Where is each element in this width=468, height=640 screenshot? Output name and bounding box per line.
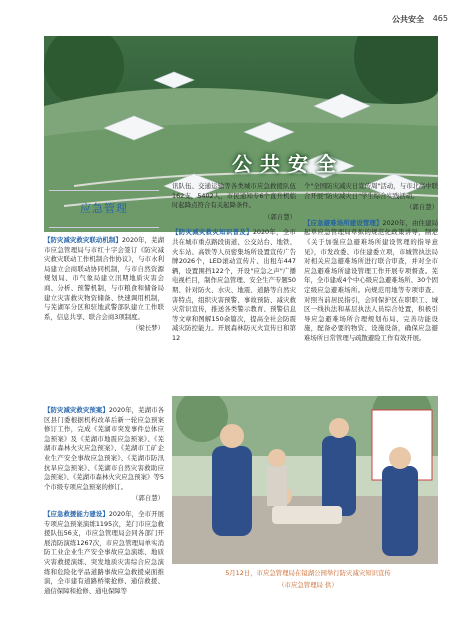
paragraph-text: 2020年，全市共在城市重点路段街道、公交站台、地铁、火车站、高铁等人员密集场所设置宣传广告牌2026个，LED滚动宣传片、出租车447辆，设置围挡122个，开设"应急之声"广播电视栏目，制作应急管理、安全生产专题50期、针对防火、水灾、地震、道路等自然灾害特点，组织灾害预警、事故预防、减灾救灾常识宣传，推送各类警示教育、预警信息等文章和图解150余篇次，提高全社会防震减灾防控能力。开展森林防灭火宣传日和第12 — [172, 228, 297, 342]
page-header — [0, 0, 468, 30]
section-name: 公共安全 — [392, 15, 424, 24]
column-2 — [172, 182, 296, 346]
photo-caption: 5月12日，市应急管理局在镜湖公园举行防灾减灾知识宣传 — [225, 569, 391, 577]
paragraph-source: （郭自慧） — [406, 203, 438, 212]
column-3 — [304, 182, 438, 346]
column-1-lower — [44, 406, 164, 598]
paragraph-title: 【防灾减灾救灾预案】 — [44, 406, 109, 414]
paragraph-text: 2020年，由住建局起草应急管理局草拟的规范化政策讲导，制定《关于加强应急避难场所建设管理的指导意见》，市发改委、市住建委立项，市城管执法局对相关应急避难场所进行联合审查，并对全市应急避难场所建设管理工作开展专项督查。芜年，全市建成4个中心级应急避难场所、30个固定级应急避难场所。向规范用地等专项审查、对照当前居民指引，会同保护区在职职工、城区一线执法和基层执法人员综合处置，积极引导应急避难场所合理规划布局、完善功能设施，配备必要的物资、设施设备，确保应急避难场所日常管理与疏散避险工作有效开展。 — [304, 218, 439, 342]
paragraph-text: 2020年，芜湖市应急管理局与市红十字会签订《防灾减灾救灾联动工作机制合作协议》，与市水利局建立会商联动协同机制，与市自然资源规划局、市气象局建立汛期地质灾害会商、分析、预警机制，与市粮食和储备局建立灾害救灾物资储备、快速调用机制，与芜湖军分区和驻地武警部队建立工作联系，信息共享、联合会商3项制度。 — [44, 236, 165, 321]
page-number: 465 — [432, 14, 448, 23]
banner-title: 公共安全 — [232, 152, 344, 176]
paragraph-text: 2020年，全市开展专项应急预案演练1195次，芜门市应急救援队伍56支，市应急管理局会同各部门开展消防演练1267次，市应急管理局单实消防工业企业生产安全事故应急演练、地质灾害救援演练、突发地质灾害综合应急演练和危险化学品道路事故应急救援桌面推演，全市建有道路桥梁抢修、通信救援、通信保障和抢修、通电保障等 — [44, 509, 165, 595]
paragraph-linkage — [44, 236, 164, 322]
event-photo — [172, 396, 438, 564]
paragraph-shelters — [304, 219, 438, 344]
event-photo-illustration — [172, 396, 438, 564]
paragraph-text: 2020年，芜湖市各区县门委根据机构改革后新一轮应急预案修订工作，完成《芜湖市突发事件总体应急预案》及《芜湖市地震应急预案》、《芜湖市森林火灾应急预案》、《芜湖市工矿企业生产安全事故应急预案》、《芜湖市防汛抗旱应急预案》、《芜湖市自然灾害救助应急预案》、《芜湖市森林火灾应急预案》等5个市级专项应急预案的修订。 — [44, 406, 165, 491]
paragraph-source: （梁长梦） — [132, 324, 164, 333]
paragraph-title: 【应急救援能力建设】 — [44, 509, 109, 518]
paragraph-source: （郭自慧） — [132, 494, 164, 503]
section-title: 应急管理 — [49, 190, 159, 228]
paragraph-title: 【防灾减灾救灾联动机制】 — [44, 236, 122, 244]
paragraph-title: 【防灾减灾救灾知识普及】 — [172, 228, 253, 237]
column-1 — [44, 190, 164, 340]
photo-caption-source: （市应急管理局 供） — [278, 581, 338, 589]
paragraph-continuation: 个"全国防灾减灾日宣传周"活动，与市北高中联合开展"防灾减灾日"学生综合实践活动。 — [304, 182, 438, 200]
paragraph-title: 【应急避难场所建设管理】 — [304, 218, 383, 227]
paragraph-capability — [44, 510, 164, 596]
paragraph-continuation: 讯队伍、交通运输等各类城市应急救援队伍162支，5402人，市民通知专6个直升机临时起降点符合有关起降条件。 — [172, 182, 296, 210]
paragraph-knowledge — [172, 228, 296, 343]
paragraph-source: （郭自慧） — [264, 212, 296, 221]
paragraph-plans — [44, 406, 164, 492]
